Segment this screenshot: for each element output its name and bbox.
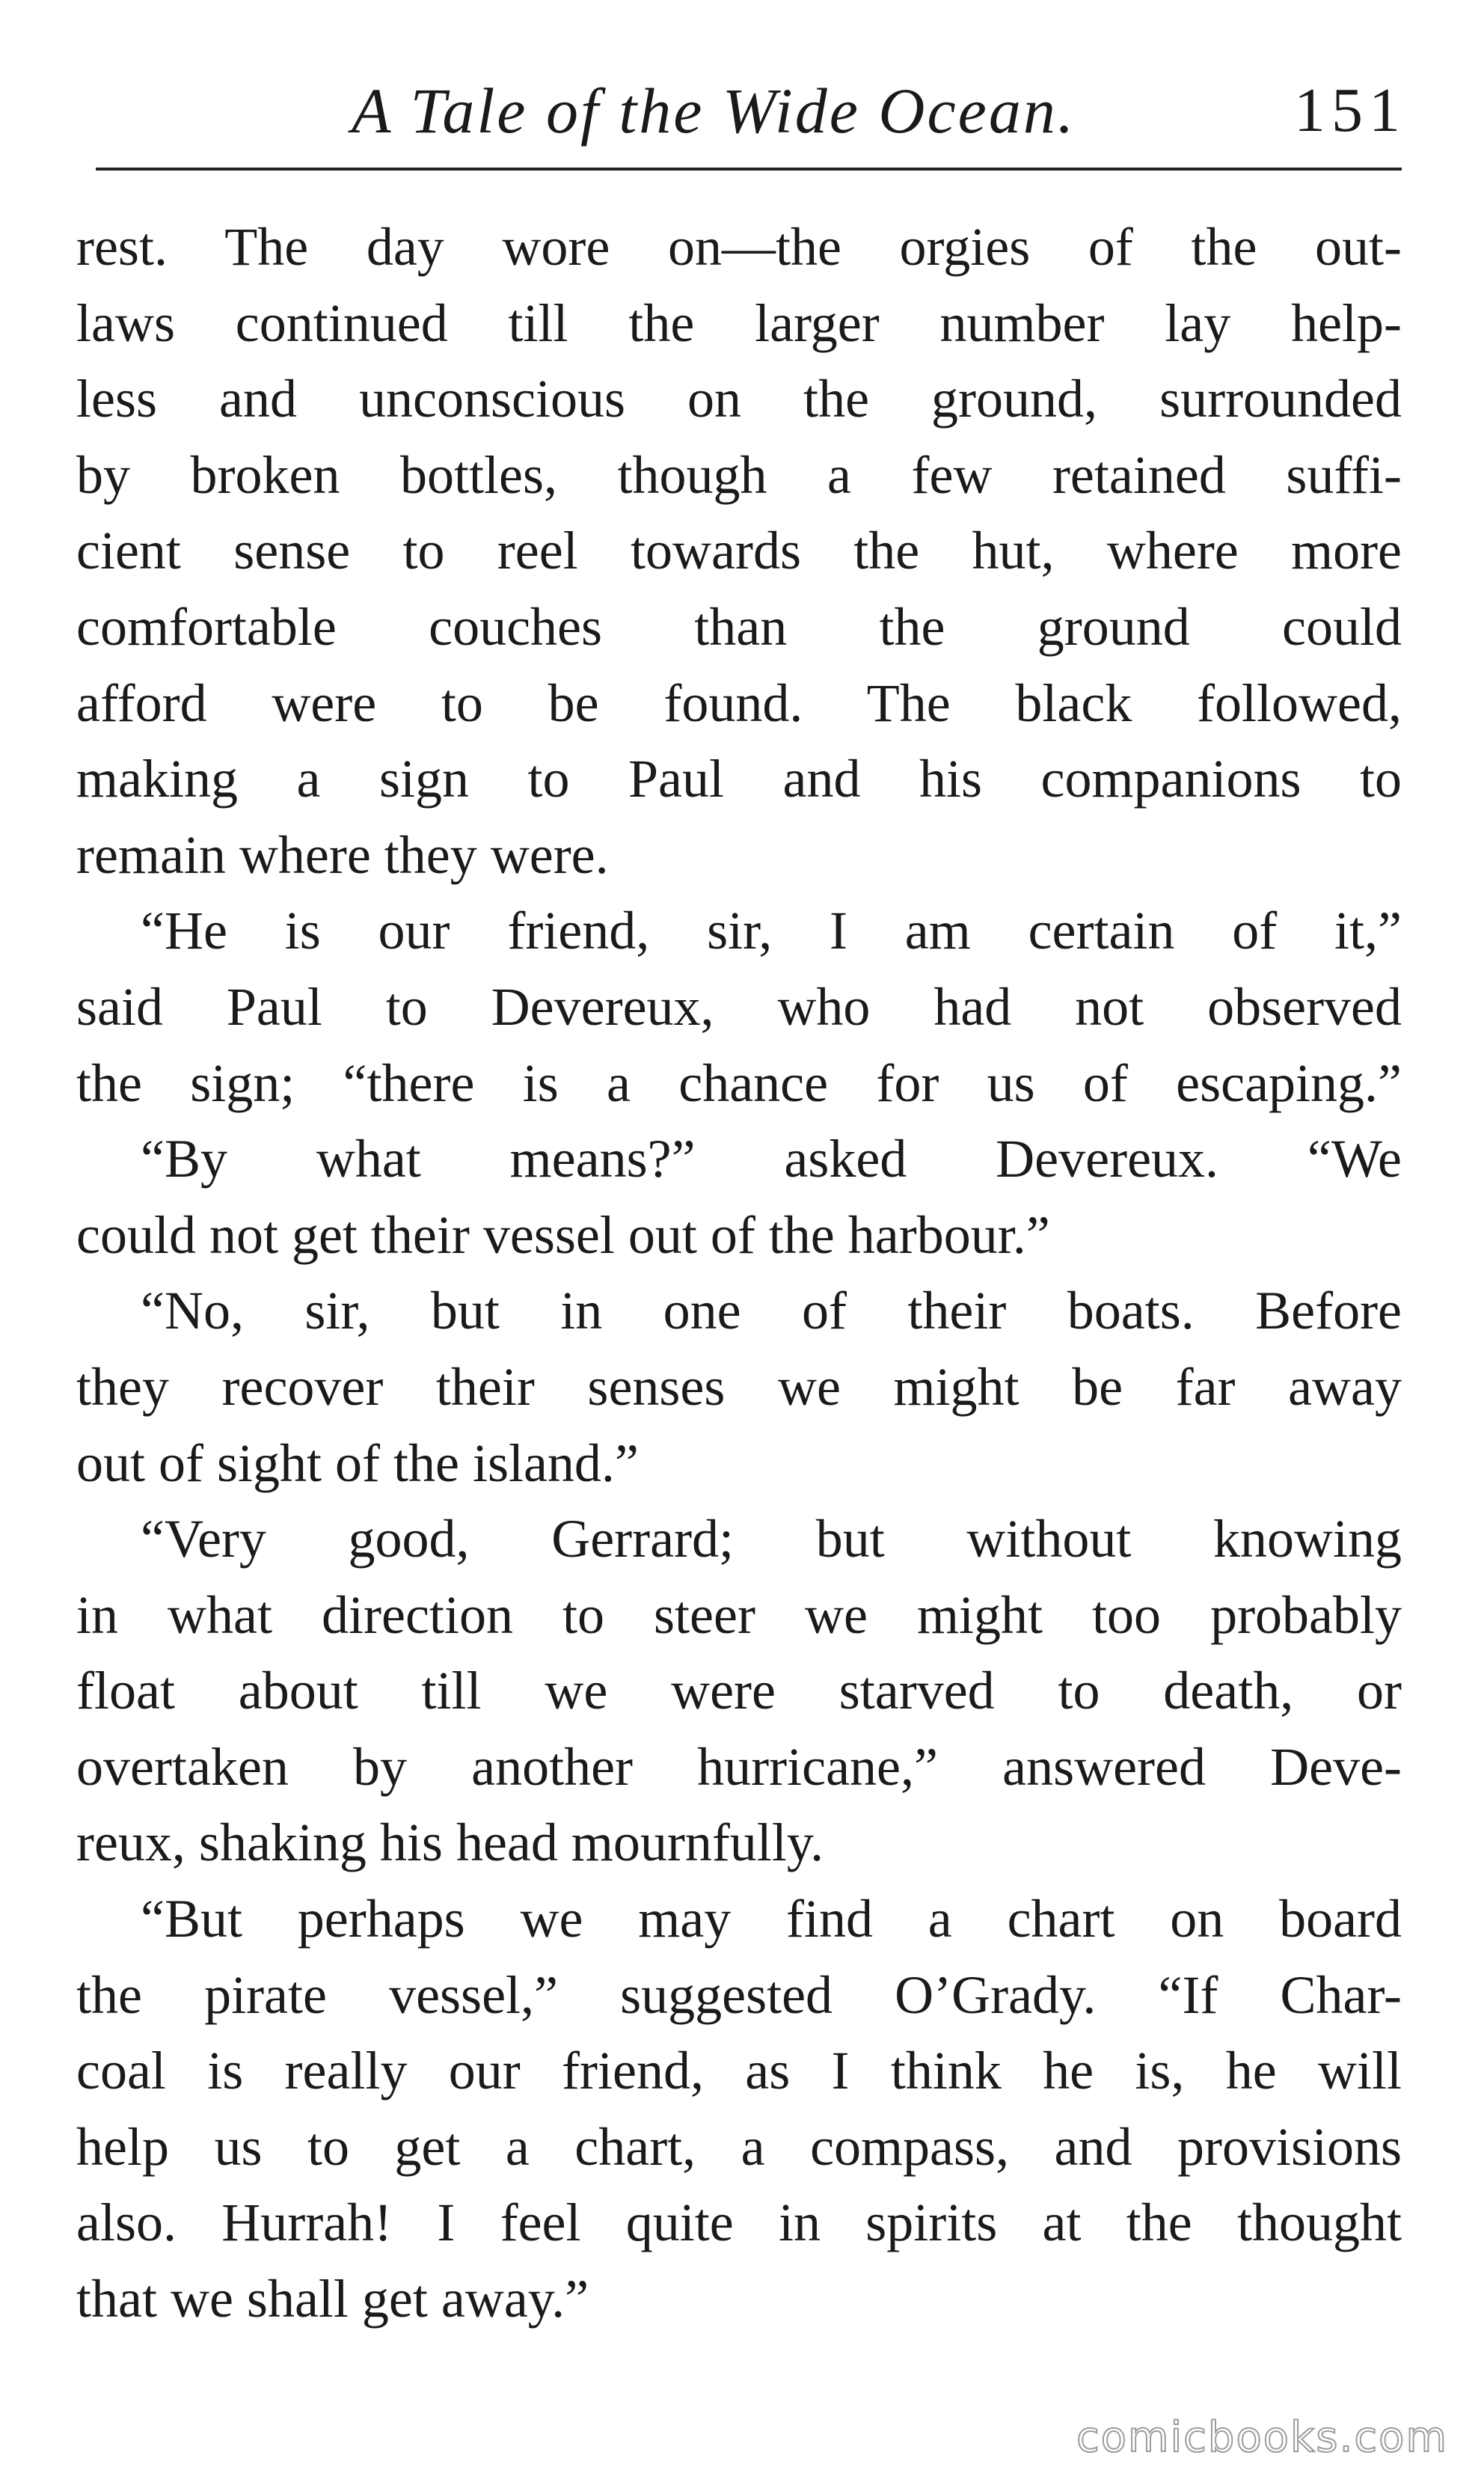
text-line: remain where they were. (76, 824, 609, 885)
text-line: afford were to be found. The black followed, (76, 672, 1402, 733)
text-line: the sign; “there is a chance for us of escaping.” (76, 1052, 1402, 1113)
text-line: that we shall get away.” (76, 2269, 589, 2329)
text-line: less and unconscious on the ground, surrounded (76, 369, 1402, 429)
text-line: “By what means?” asked Devereux. “We (141, 1129, 1402, 1189)
text-line: help us to get a chart, a compass, and provisions (76, 2116, 1402, 2177)
text-line: also. Hurrah! I feel quite in spirits at the thought (76, 2193, 1402, 2253)
text-line: in what direction to steer we might too probably (76, 1584, 1402, 1645)
text-line: laws continued till the larger number lay help- (76, 292, 1402, 353)
text-line: overtaken by another hurricane,” answered Deve- (76, 1736, 1402, 1797)
text-line: they recover their senses we might be far away (76, 1356, 1402, 1417)
text-line: rest. The day wore on—the orgies of the out- (76, 217, 1402, 277)
watermark: comicbooks.com (1076, 2413, 1448, 2462)
text-line: coal is really our friend, as I think he is, he will (76, 2041, 1402, 2101)
text-line: “Very good, Gerrard; but without knowing (141, 1509, 1402, 1569)
text-line: by broken bottles, though a few retained suffi- (76, 444, 1402, 505)
text-line: “He is our friend, sir, I am certain of it,” (141, 901, 1402, 961)
text-line: the pirate vessel,” suggested O’Grady. “If Char- (76, 1964, 1402, 2025)
text-line: comfortable couches than the ground could (76, 596, 1402, 657)
header-rule (96, 168, 1402, 171)
page-number: 151 (1294, 76, 1406, 145)
running-head (75, 66, 1406, 156)
text-line: making a sign to Paul and his companions to (76, 749, 1402, 809)
text-line: reux, shaking his head mournfully. (76, 1813, 824, 1873)
text-line: said Paul to Devereux, who had not observed (76, 976, 1402, 1037)
text-line: could not get their vessel out of the harbour.” (76, 1204, 1050, 1265)
text-line: “No, sir, but in one of their boats. Before (141, 1281, 1402, 1341)
body-text (76, 209, 1402, 2338)
text-line: cient sense to reel towards the hut, where more (76, 521, 1402, 581)
text-line: out of sight of the island.” (76, 1433, 639, 1493)
text-line: “But perhaps we may find a chart on board (141, 1889, 1402, 1949)
text-line: float about till we were starved to death, or (76, 1661, 1402, 1721)
running-title: A Tale of the Wide Ocean. (352, 75, 1076, 147)
